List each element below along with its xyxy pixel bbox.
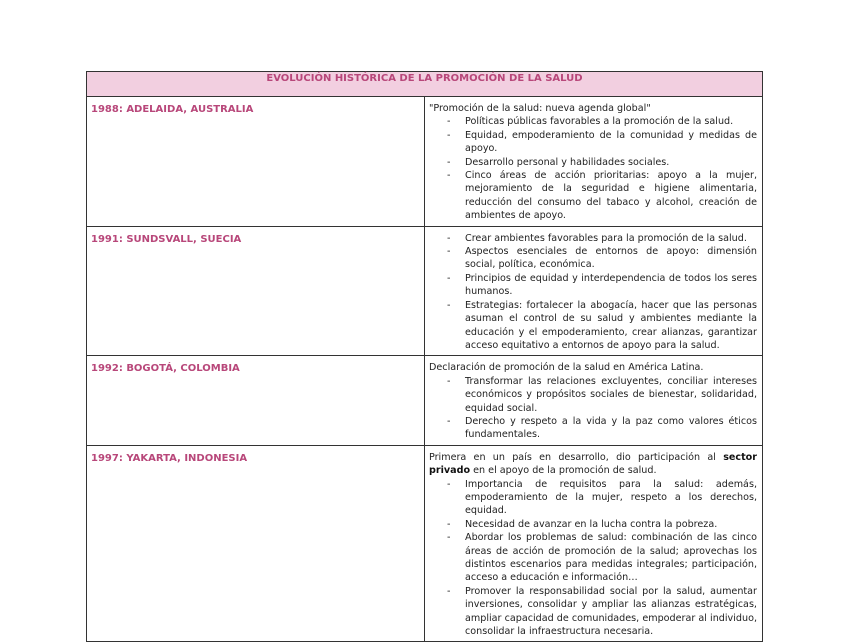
list-item: - Derecho y respeto a la vida y la paz como valores éticos fundamentales. xyxy=(429,415,757,442)
bullet-list xyxy=(429,478,757,639)
row-intro xyxy=(429,451,757,478)
list-item: - Cinco áreas de acción prioritarias: apoyo a la mujer, mejoramiento de la seguridad e higiene alimentaria, reducción del consumo del tabaco y alcohol, creación de ambientes de apoyo. xyxy=(429,169,757,223)
row-label: 1991: SUNDSVALL, SUECIA xyxy=(87,226,425,356)
list-item: - Crear ambientes favorables para la promoción de la salud. xyxy=(429,232,757,245)
table-row xyxy=(87,97,763,227)
row-label: 1997: YAKARTA, INDONESIA xyxy=(87,445,425,642)
bullet-list xyxy=(429,375,757,442)
row-intro: Declaración de promoción de la salud en América Latina. xyxy=(429,362,704,374)
list-item: - Principios de equidad y interdependencia de todos los seres humanos. xyxy=(429,272,757,299)
list-item: - Aspectos esenciales de entornos de apoyo: dimensión social, política, económica. xyxy=(429,245,757,272)
bullet-list xyxy=(429,232,757,353)
row-content xyxy=(425,226,763,356)
highlighted-term: sector privado xyxy=(429,451,757,477)
list-item: - Desarrollo personal y habilidades sociales. xyxy=(429,156,757,169)
list-item: - Equidad, empoderamiento de la comunidad y medidas de apoyo. xyxy=(429,129,757,156)
row-content xyxy=(425,97,763,227)
row-intro: "Promoción de la salud: nueva agenda global" xyxy=(429,103,651,114)
list-item: - Promover la responsabilidad social por la salud, aumentar inversiones, consolidar y ampliar las alianzas estratégicas, ampliar capacidad de comunidades, empoderar al individuo, consolidar la infraestructura necesaria. xyxy=(429,585,757,639)
row-content xyxy=(425,445,763,642)
list-item: - Importancia de requisitos para la salud: además, empoderamiento de la mujer, respeto a los derechos, equidad. xyxy=(429,478,757,518)
list-item: - Estrategias: fortalecer la abogacía, hacer que las personas asuman el control de su salud y ambientes mediante la educación y el empoderamiento, crear alianzas, garantizar acceso equitativo a entornos de apoyo para la salud. xyxy=(429,299,757,353)
intro-text: en el apoyo de la promoción de salud. xyxy=(470,465,657,477)
table-title: EVOLUCIÓN HISTÓRICA DE LA PROMOCIÓN DE LA SALUD xyxy=(87,72,763,97)
list-item: - Transformar las relaciones excluyentes, conciliar intereses económicos y propósitos sociales de bienestar, solidaridad, equidad social. xyxy=(429,375,757,415)
table-row xyxy=(87,445,763,642)
list-item: - Políticas públicas favorables a la promoción de la salud. xyxy=(429,115,757,128)
row-label: 1992: BOGOTÁ, COLOMBIA xyxy=(87,356,425,445)
bullet-list xyxy=(429,115,757,222)
list-item: - Necesidad de avanzar en la lucha contra la pobreza. xyxy=(429,518,757,531)
row-label: 1988: ADELAIDA, AUSTRALIA xyxy=(87,97,425,227)
table-row xyxy=(87,226,763,356)
intro-text: Primera en un país en desarrollo, dio participación al xyxy=(429,451,724,463)
history-table xyxy=(86,71,763,642)
table-header-row xyxy=(87,72,763,97)
row-content xyxy=(425,356,763,445)
list-item: - Abordar los problemas de salud: combinación de las cinco áreas de acción de promoción de la salud; aprovechas los distintos escenarios para medidas integrales; participación, acceso a educación e información… xyxy=(429,531,757,585)
table-row xyxy=(87,356,763,445)
